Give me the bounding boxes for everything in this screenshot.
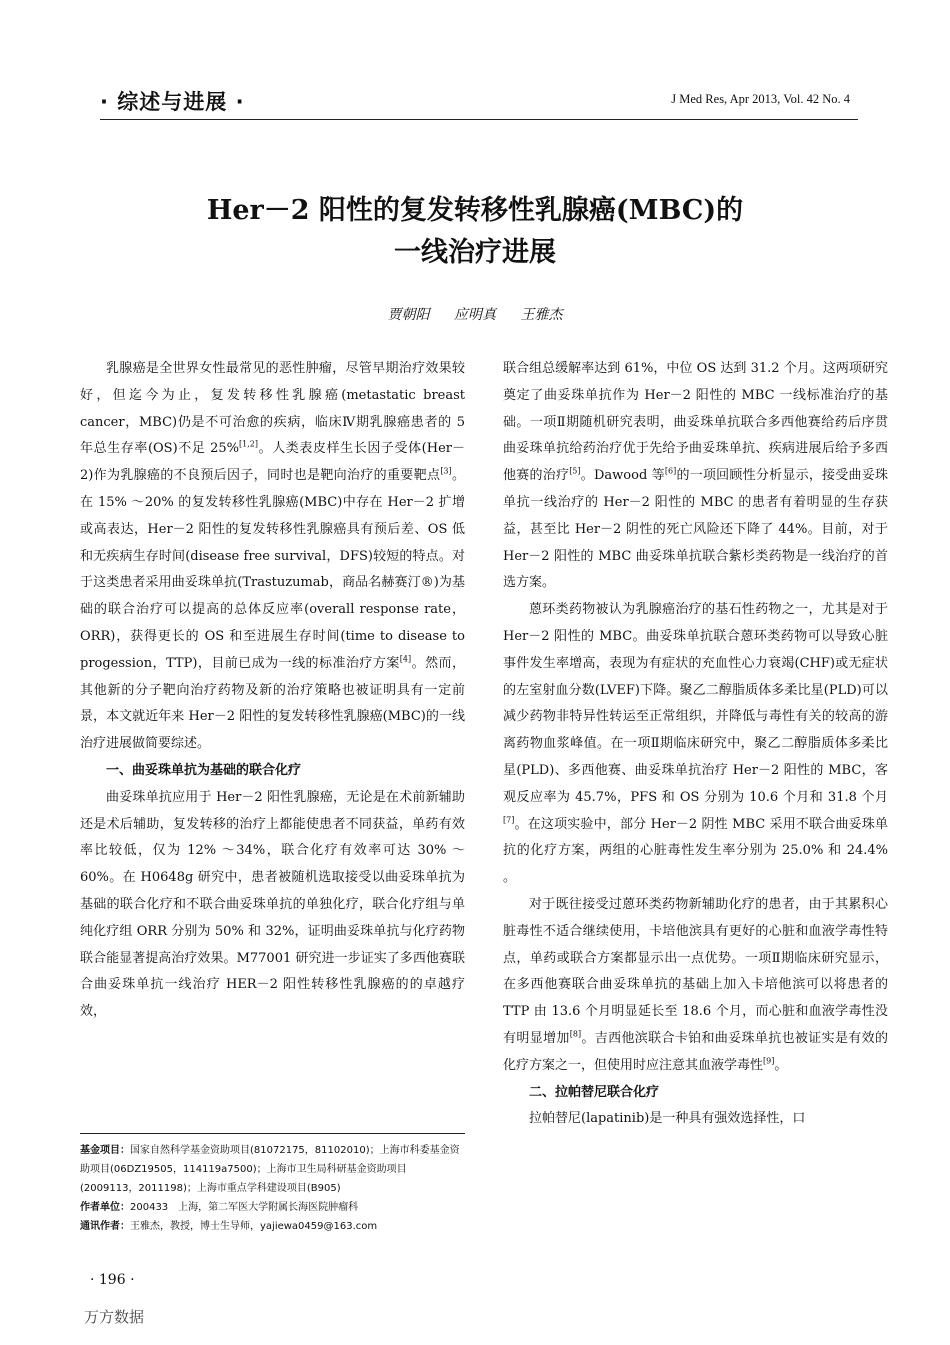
citation[interactable]: [3] [440,466,452,476]
watermark: 万方数据 [84,1308,145,1326]
citation[interactable]: [4] [399,654,412,664]
funding-note: 基金项目：国家自然科学基金资助项目(81072175，81102010)；上海市科委基金资助项目(06DZ19505，114119a7500)；上海市卫生局科研基金资助项目(2009113，2011198)；上海市重点学科建设项目(B905) [80,1145,460,1194]
citation[interactable]: [5] [569,466,581,476]
title-line-2: 一线治疗进展 [394,237,556,268]
footnotes [80,1141,465,1236]
journal-info: J Med Res, Apr 2013, Vol. 42 No. 4 [671,92,850,106]
paragraph: 拉帕替尼(lapatinib)是一种具有强效选择性，口 [529,1111,806,1127]
paragraph: 联合组总缓解率达到 61%，中位 OS 达到 31.2 个月。这两项研究奠定了曲妥珠单抗作为 Her－2 阳性的 MBC 一线标准治疗的基础。一项Ⅱ期随机研究表明，曲妥珠单抗联合多西他赛给药后序贯曲妥珠单抗给药治疗优于先给予曲妥珠单抗、疾病进展后给予多西他赛的治疗[5]。Dawood 等[6]的一项回顾性分析显示，接受曲妥珠单抗一线治疗的 Her－2 阳性的 MBC 的患者有着明显的生存获益，甚至比 Her－2 阴性的死亡风险还下降了 44%。目前，对于 Her－2 阳性的 MBC 曲妥珠单抗联合紫杉类药物是一线治疗的首选方案。 [503,361,888,591]
corresponding-author-note: 通讯作者：王雅杰，教授，博士生导师，yajiewa0459@163.com [80,1221,378,1232]
section-tag: · 综述与进展 · [100,90,245,114]
page-header [100,86,850,120]
citation[interactable]: [1,2] [239,440,259,450]
article-title [80,190,870,274]
citation[interactable]: [8] [569,1029,582,1039]
author-list [80,304,870,324]
paragraph: 乳腺癌是全世界女性最常见的恶性肿瘤，尽管早期治疗效果较好，但迄今为止，复发转移性乳腺癌(metastatic breast cancer，MBC)仍是不可治愈的疾病，临床Ⅳ期乳腺癌患者的 5 年总生存率(OS)不足 25%[1,2]。人类表皮样生长因子受体(Her－2)作为乳腺癌的不良预后因子，同时也是靶向治疗的重要靶点[3]。在 15% ～20% 的复发转移性乳腺癌(MBC)中存在 Her－2 扩增或高表达，Her－2 阳性的复发转移性乳腺癌具有预后差、OS 低和无疾病生存时间(disease free survival，DFS)较短的特点。对于这类患者采用曲妥珠单抗(Trastuzumab，商品名赫赛汀®)为基础的联合治疗可以提高的总体反应率(overall response rate，ORR)，获得更长的 OS 和至进展生存时间(time to disease to progession，TTP)，目前已成为一线的标准治疗方案[4]。然而，其他新的分子靶向治疗药物及新的治疗策略也被证明具有一定前景，本文就近年来 Her－2 阳性的复发转移性乳腺癌(MBC)的一线治疗进展做简要综述。 [80,361,465,752]
affiliation-note: 作者单位：200433 上海，第二军医大学附属长海医院肿瘤科 [80,1202,359,1213]
paragraph: 对于既往接受过蒽环类药物新辅助化疗的患者，由于其累积心脏毒性不适合继续使用，卡培他滨具有更好的心脏和血液学毒性特点，单药或联合方案都显示出一点优势。一项Ⅱ期临床研究显示，在多西他赛联合曲妥珠单抗的基础上加入卡培他滨可以将患者的 TTP 由 13.6 个月明显延长至 18.6 个月，而心脏和血液学毒性没有明显增加[8]。吉西他滨联合卡铂和曲妥珠单抗也被证实是有效的化疗方案之一，但使用时应注意其血液学毒性[9]。 [503,896,888,1073]
header-rule [100,119,858,120]
author-name: 王雅杰 [520,307,563,323]
left-column [80,356,465,1026]
paragraph: 蒽环类药物被认为乳腺癌治疗的基石性药物之一，尤其是对于 Her－2 阳性的 MBC。曲妥珠单抗联合蒽环类药物可以导致心脏事件发生率增高，表现为有症状的充血性心力衰竭(CHF)或无症状的左室射血分数(LVEF)下降。聚乙二醇脂质体多柔比星(PLD)可以减少药物非特异性转运至正常组织，并降低与毒性有关的较高的游离药物血浆峰值。在一项Ⅱ期临床研究中，聚乙二醇脂质体多柔比星(PLD)、多西他赛、曲妥珠单抗治疗 Her－2 阳性的 MBC，客观反应率为 45.7%，PFS 和 OS 分别为 10.6 个月和 31.8 个月[7]。在这项实验中，部分 Her－2 阴性 MBC 采用不联合曲妥珠单抗的化疗方案，两组的心脏毒性发生率分别为 25.0% 和 24.4% 。 [503,602,888,886]
author-name: 贾朝阳 [387,307,430,323]
citation[interactable]: [6] [664,466,677,476]
right-column [503,356,888,1133]
author-name: 应明真 [454,307,496,323]
citation[interactable]: [9] [763,1056,775,1066]
title-line-1: Her－2 阳性的复发转移性乳腺癌(MBC)的 [206,195,744,226]
footnote-rule [80,1133,465,1134]
page-number: · 196 · [90,1272,135,1288]
paragraph: 曲妥珠单抗应用于 Her－2 阳性乳腺癌，无论是在术前新辅助还是术后辅助，复发转移的治疗上都能使患者不同获益，单药有效率比较低，仅为 12% ～34%，联合化疗有效率可达 30% ～60%。在 H0648g 研究中，患者被随机选取接受以曲妥珠单抗为基础的联合化疗和不联合曲妥珠单抗的单独化疗，联合化疗组与单纯化疗组 ORR 分别为 50% 和 32%，证明曲妥珠单抗与化疗药物联合能显著提高治疗效果。M77001 研究进一步证实了多西他赛联合曲妥珠单抗一线治疗 HER－2 阳性转移性乳腺癌的的卓越疗效， [80,789,465,1020]
section-heading: 二、拉帕替尼联合化疗 [529,1084,660,1100]
citation[interactable]: [7] [503,815,515,825]
section-heading: 一、曲妥珠单抗为基础的联合化疗 [106,762,302,778]
